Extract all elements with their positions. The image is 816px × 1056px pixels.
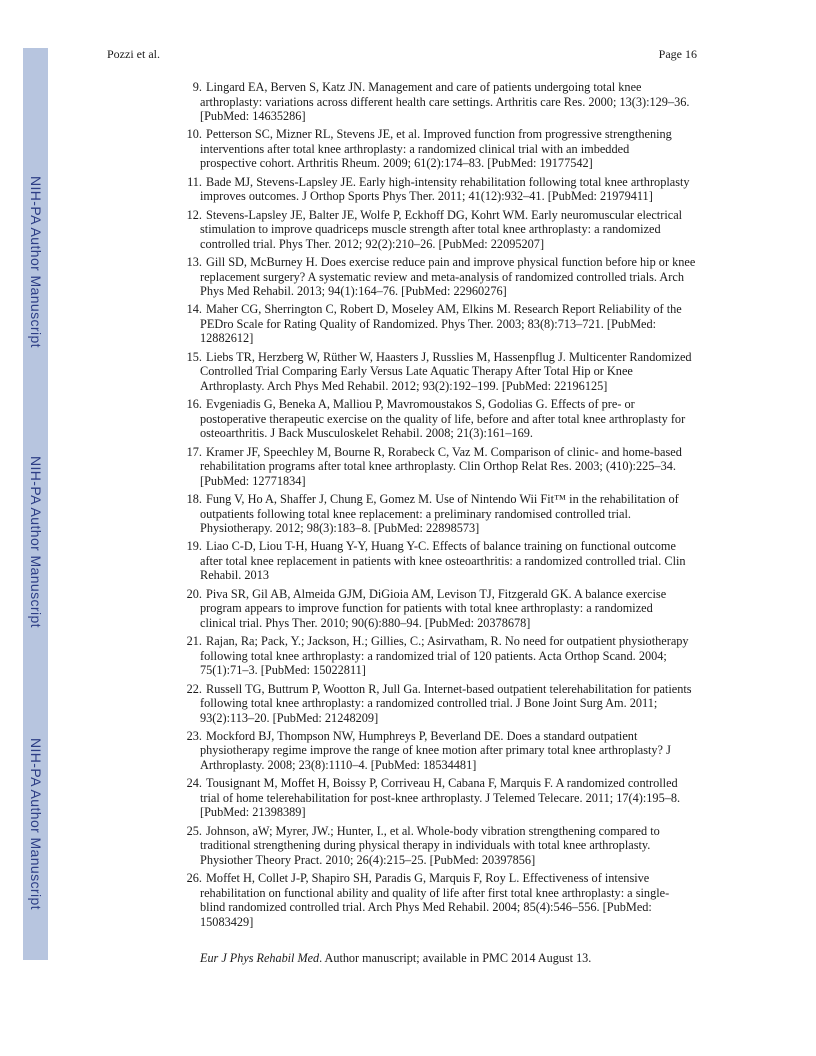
reference-number: 21. xyxy=(186,634,202,649)
reference-line: Arthroplasty. 2008; 23(8):1110–4. [PubMed: 18534481] xyxy=(200,757,477,772)
reference-line: 17. Kramer JF, Speechley M, Bourne R, Rorabeck C, Vaz M. Comparison of clinic- and home-based xyxy=(200,445,727,460)
reference-number: 16. xyxy=(186,397,202,412)
reference-number: 11. xyxy=(187,174,202,189)
reference-item xyxy=(182,682,727,726)
reference-line: improves outcomes. J Orthop Sports Phys Ther. 2011; 41(12):932–41. [PubMed: 21979411] xyxy=(200,189,653,204)
reference-line: PEDro Scale for Rating Quality of Randomized. Phys Ther. 2003; 83(8):713–721. [PubMed: xyxy=(200,316,657,331)
reference-line: trial of home telerehabilitation for post-knee arthroplasty. J Telemed Telecare. 2011; 17(4):195–8. xyxy=(200,790,681,805)
reference-line: osteoarthritis. J Back Musculoskelet Rehabil. 2008; 21(3):161–169. xyxy=(200,426,533,441)
reference-line: 25. Johnson, aW; Myrer, JW.; Hunter, I., et al. Whole-body vibration strengthening compared to xyxy=(200,824,727,839)
reference-line: 26. Moffet H, Collet J-P, Shapiro SH, Paradis G, Marquis F, Roy L. Effectiveness of intensive xyxy=(200,871,727,886)
reference-line: 93(2):113–20. [PubMed: 21248209] xyxy=(200,710,379,725)
reference-number: 10. xyxy=(186,127,202,142)
reference-line: 12882612] xyxy=(200,331,254,346)
reference-line: 19. Liao C-D, Liou T-H, Huang Y-Y, Huang Y-C. Effects of balance training on functional outcome xyxy=(200,539,727,554)
reference-line: 20. Piva SR, Gil AB, Almeida GJM, DiGioia AM, Levison TJ, Fitzgerald GK. A balance exercise xyxy=(200,587,727,602)
reference-item xyxy=(182,871,727,929)
reference-line: 11. Bade MJ, Stevens-Lapsley JE. Early high-intensity rehabilitation following total knee arthroplasty xyxy=(200,175,727,190)
reference-line: clinical trial. Phys Ther. 2010; 90(6):880–94. [PubMed: 20378678] xyxy=(200,615,531,630)
reference-line: prospective cohort. Arthritis Rheum. 2009; 61(2):174–83. [PubMed: 19177542] xyxy=(200,156,593,171)
reference-line: 18. Fung V, Ho A, Shaffer J, Chung E, Gomez M. Use of Nintendo Wii Fit™ in the rehabilitation of xyxy=(200,492,727,507)
reference-line: Arthroplasty. Arch Phys Med Rehabil. 2012; 93(2):192–199. [PubMed: 22196125] xyxy=(200,378,608,393)
reference-line: physiotherapy regime improve the range of knee motion after primary total knee arthroplasty? J xyxy=(200,743,671,758)
reference-line: postoperative therapeutic exercise on the quality of life, before and after total knee arthroplasty for xyxy=(200,411,686,426)
reference-line: rehabilitation programs after total knee arthroplasty. Clin Orthop Relat Res. 2003; (410):225–34. xyxy=(200,459,676,474)
reference-line: 16. Evgeniadis G, Beneka A, Malliou P, Mavromoustakos S, Godolias G. Effects of pre- or xyxy=(200,397,727,412)
reference-item xyxy=(182,302,727,346)
reference-line: [PubMed: 12771834] xyxy=(200,473,306,488)
reference-line: 23. Mockford BJ, Thompson NW, Humphreys P, Beverland DE. Does a standard outpatient xyxy=(200,729,727,744)
reference-number: 24. xyxy=(186,776,202,791)
reference-number: 19. xyxy=(186,539,202,554)
reference-item xyxy=(182,492,727,536)
reference-item xyxy=(182,729,727,773)
reference-line: 13. Gill SD, McBurney H. Does exercise reduce pain and improve physical function before hip or knee xyxy=(200,255,727,270)
reference-item xyxy=(182,80,727,124)
reference-line: following total knee arthroplasty: a randomized controlled trial. J Bone Joint Surg Am. 2011; xyxy=(200,696,658,711)
reference-line: outpatients following total knee replacement: a preliminary randomised controlled trial. xyxy=(200,506,631,521)
reference-line: 21. Rajan, Ra; Pack, Y.; Jackson, H.; Gillies, C.; Asirvatham, R. No need for outpatient physiotherapy xyxy=(200,634,727,649)
reference-line: 12. Stevens-Lapsley JE, Balter JE, Wolfe P, Eckhoff DG, Kohrt WM. Early neuromuscular electrical xyxy=(200,208,727,223)
reference-line: Controlled Trial Comparing Early Versus Late Aquatic Therapy After Total Hip or Knee xyxy=(200,364,633,379)
reference-number: 23. xyxy=(186,728,202,743)
reference-line: 14. Maher CG, Sherrington C, Robert D, Moseley AM, Elkins M. Research Report Reliability of the xyxy=(200,302,727,317)
reference-line: Rehabil. 2013 xyxy=(200,568,269,583)
reference-number: 26. xyxy=(186,871,202,886)
footer-citation xyxy=(200,951,591,966)
reference-number: 18. xyxy=(186,492,202,507)
reference-line: program appears to improve function for patients with total knee arthroplasty: a randomized xyxy=(200,601,653,616)
reference-number: 25. xyxy=(186,823,202,838)
reference-line: 75(1):71–3. [PubMed: 15022811] xyxy=(200,663,366,678)
reference-line: Phys Med Rehabil. 2013; 94(1):164–76. [PubMed: 22960276] xyxy=(200,284,507,299)
reference-line: Physiother Theory Pract. 2010; 26(4):215–25. [PubMed: 20397856] xyxy=(200,852,536,867)
reference-line: replacement surgery? A systematic review and meta-analysis of randomized controlled trials. Arch xyxy=(200,269,684,284)
nihpa-watermark-label: NIH-PA Author Manuscript xyxy=(28,738,44,910)
reference-number: 14. xyxy=(186,302,202,317)
footer-citation-text: . Author manuscript; available in PMC 2014 August 13. xyxy=(319,951,592,965)
reference-number: 15. xyxy=(186,349,202,364)
reference-item xyxy=(182,776,727,820)
reference-line: interventions after total knee arthroplasty: a randomized clinical trial with an imbedded xyxy=(200,141,630,156)
reference-item xyxy=(182,175,727,204)
reference-number: 9. xyxy=(192,80,202,94)
reference-line: 15. Liebs TR, Herzberg W, Rüther W, Haasters J, Russlies M, Hassenpflug J. Multicenter Randomized xyxy=(200,350,727,365)
reference-line: [PubMed: 14635286] xyxy=(200,109,306,123)
reference-item xyxy=(182,824,727,868)
reference-line: following total knee arthroplasty: a randomized trial of 120 patients. Acta Orthop Scand. 2004; xyxy=(200,648,667,663)
reference-number: 20. xyxy=(186,586,202,601)
reference-number: 17. xyxy=(186,444,202,459)
nihpa-watermark-label: NIH-PA Author Manuscript xyxy=(28,456,44,628)
reference-line: blind randomized controlled trial. Arch Phys Med Rehabil. 2004; 85(4):546–556. [PubMed: xyxy=(200,900,652,915)
reference-number: 22. xyxy=(186,681,202,696)
reference-number: 12. xyxy=(186,207,202,222)
reference-line: Physiotherapy. 2012; 98(3):183–8. [PubMed: 22898573] xyxy=(200,521,480,536)
footer-journal-name: Eur J Phys Rehabil Med xyxy=(200,951,320,965)
reference-item xyxy=(182,127,727,171)
reference-item xyxy=(182,587,727,631)
reference-line: arthroplasty: variations across different health care settings. Arthritis care Res. 2000; 13(3):129–36. xyxy=(200,94,690,109)
nihpa-watermark-bar xyxy=(23,48,48,960)
nihpa-watermark-label: NIH-PA Author Manuscript xyxy=(28,176,44,348)
header-page-number: Page 16 xyxy=(658,47,697,61)
reference-list xyxy=(182,80,727,933)
reference-line: stimulation to improve quadriceps muscle strength after total knee arthroplasty: a randomized xyxy=(200,222,661,237)
reference-line: 10. Petterson SC, Mizner RL, Stevens JE, et al. Improved function from progressive strengthening xyxy=(200,127,727,142)
reference-line: 24. Tousignant M, Moffet H, Boissy P, Corriveau H, Cabana F, Marquis F. A randomized controlled xyxy=(200,776,727,791)
reference-item xyxy=(182,350,727,394)
reference-item xyxy=(182,208,727,252)
header-author: Pozzi et al. xyxy=(107,47,160,61)
reference-line: [PubMed: 21398389] xyxy=(200,805,306,820)
reference-item xyxy=(182,255,727,299)
reference-line: 15083429] xyxy=(200,914,254,929)
reference-line: controlled trial. Phys Ther. 2012; 92(2):210–26. [PubMed: 22095207] xyxy=(200,236,545,251)
reference-item xyxy=(182,397,727,441)
reference-item xyxy=(182,539,727,583)
reference-line: rehabilitation on functional ability and quality of life after first total knee arthroplasty: a single- xyxy=(200,885,670,900)
reference-line: traditional strengthening during physical therapy in individuals with total knee arthroplasty. xyxy=(200,838,651,853)
reference-line: 9. Lingard EA, Berven S, Katz JN. Management and care of patients undergoing total knee xyxy=(200,80,727,95)
reference-item xyxy=(182,445,727,489)
reference-number: 13. xyxy=(186,255,202,270)
reference-line: after total knee replacement in patients with knee osteoarthritis: a randomized controlled trial. Clin xyxy=(200,553,686,568)
reference-line: 22. Russell TG, Buttrum P, Wootton R, Jull Ga. Internet-based outpatient telerehabilitation for patients xyxy=(200,682,727,697)
reference-item xyxy=(182,634,727,678)
